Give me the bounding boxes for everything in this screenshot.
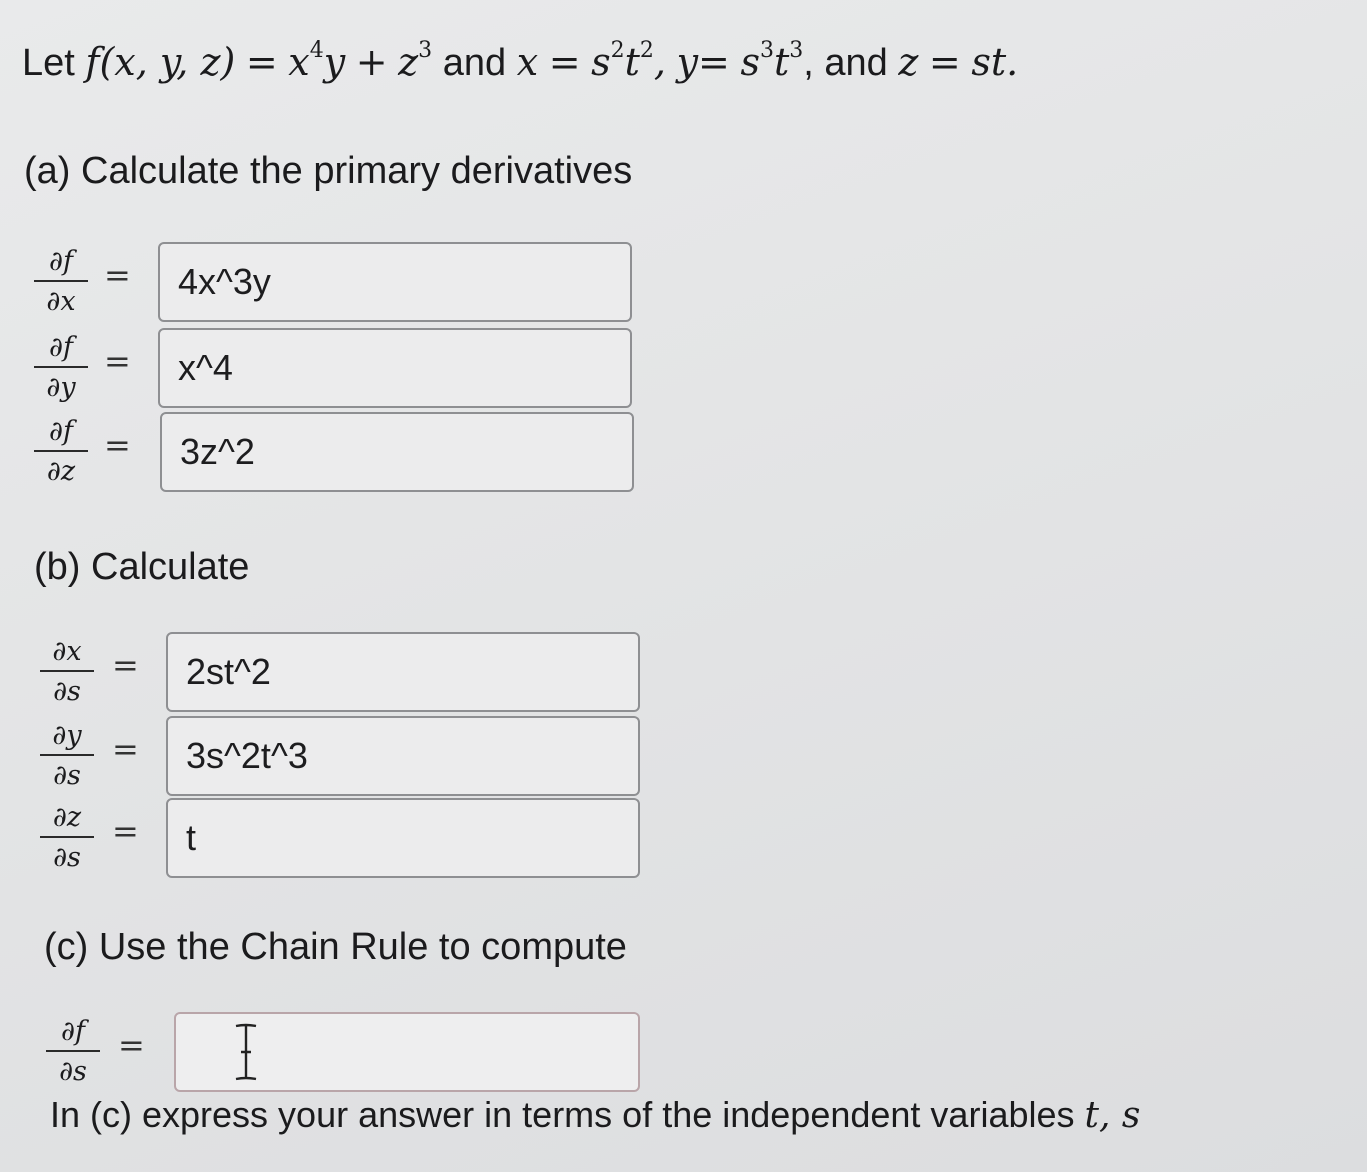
part-a-title: (a) Calculate the primary derivatives	[24, 150, 633, 192]
partial-f-y-fraction: $\frac{\partial f}{\partial y}$	[34, 334, 88, 401]
answer-input-df-dz[interactable]: 3z^2	[160, 412, 634, 492]
part-b-title: (b) Calculate	[34, 546, 250, 588]
partial-x-s-fraction: $\frac{\partial x}{\partial s}$	[40, 638, 94, 705]
problem-statement: Let f(x, y, $z) = x^4y + z^3$ and $x = s^2t^2$, $y= s^3t^3$, and z = st.	[22, 38, 1019, 84]
answer-input-dx-ds[interactable]: 2st^2	[166, 632, 640, 712]
partial-f-z-fraction: $\frac{\partial f}{\partial z}$	[34, 418, 88, 485]
partial-f-s-fraction: $\frac{\partial f}{\partial s}$	[46, 1018, 100, 1085]
partial-y-s-fraction: $\frac{\partial y}{\partial s}$	[40, 722, 94, 789]
i-beam-cursor-icon	[232, 1022, 260, 1082]
partial-f-x-fraction: $\frac{\partial f}{\partial x}$	[34, 248, 88, 315]
answer-input-dy-ds[interactable]: 3s^2t^3	[166, 716, 640, 796]
answer-input-df-dx[interactable]: 4x^3y	[158, 242, 632, 322]
part-c-instruction: In (c) express your answer in terms of the independent variables t, s	[50, 1094, 1141, 1136]
partial-z-s-fraction: $\frac{\partial z}{\partial s}$	[40, 804, 94, 871]
answer-input-df-ds[interactable]	[174, 1012, 640, 1092]
answer-input-dz-ds[interactable]: t	[166, 798, 640, 878]
part-c-title: (c) Use the Chain Rule to compute	[44, 926, 627, 968]
answer-input-df-dy[interactable]: x^4	[158, 328, 632, 408]
